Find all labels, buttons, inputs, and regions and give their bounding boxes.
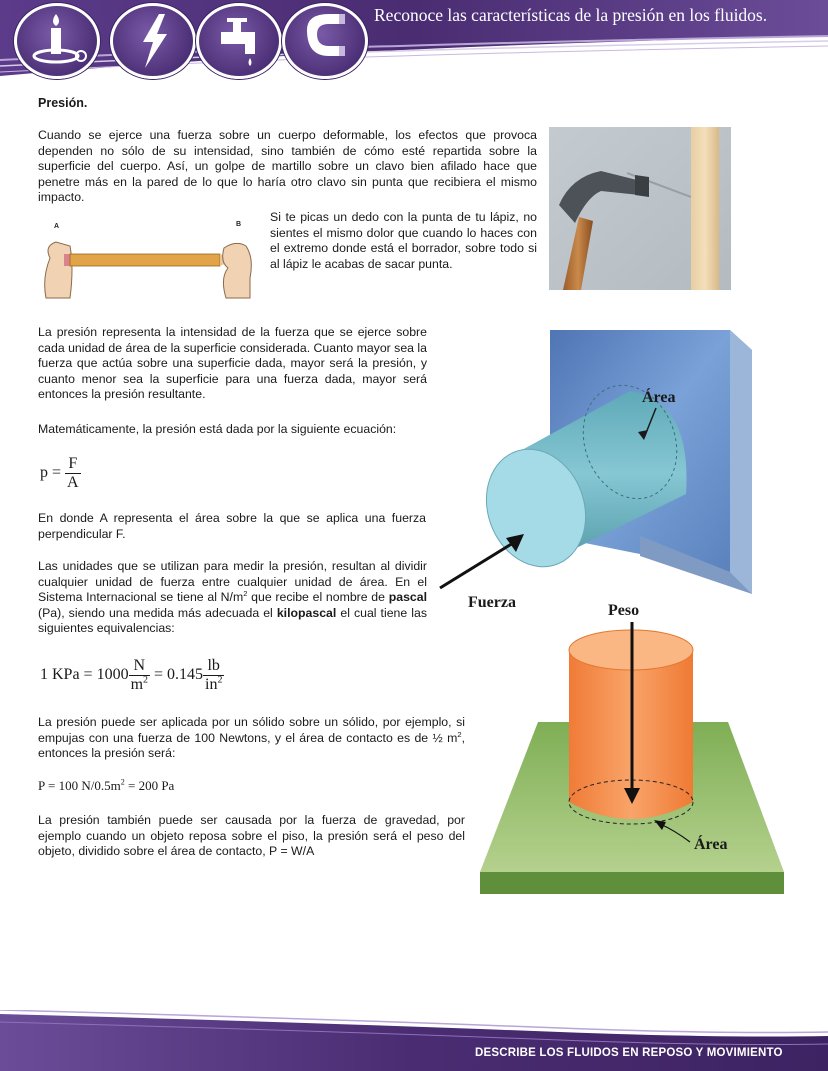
footer-band [0,1010,828,1071]
formula-lhs: p = [40,464,62,482]
faucet-icon [196,3,282,79]
kilopascal-equivalence: 1 KPa = 1000 $\frac{N}{m^2}$ = 0.145 $\frac{lb}{in^2}$ [40,657,223,693]
header-title: Reconoce las características de la presión en los fluidos. [374,5,768,25]
pressure-formula [40,455,81,492]
where-paragraph: En donde A representa el área sobre la que se aplica una fuerza perpendicular F. [38,511,426,541]
pressure-example: P = 100 $N/0.5m^2 = 200$ Pa [38,777,175,793]
formula-numerator: F [65,455,81,474]
units-paragraph: Las unidades que se utilizan para medir la presión, resultan al dividir cualquier unidad de fuerza entre cualquier unidad de área. En el Sistema Internacional se tiene al $N/m^2$ que recibe el nombre de pascal (Pa), siendo una medida más adecuada el kilopascal el cual tiene las siguientes equivalencias: [38,559,428,636]
intro-paragraph: Cuando se ejerce una fuerza sobre un cuerpo deformable, los efectos que provoca dependen no sólo de su intensidad, sino también de cómo esté repartida sobre la superficie del cuerpo. Así, un golpe de martillo sobre un clavo bien afilado hace que penetre más en la pared de lo que lo haría otro clavo sin punta que recibiera el mismo impacto. [38,128,537,205]
candle-icon [14,3,100,79]
magnet-icon [282,3,368,79]
hammer-nail-photo [549,127,731,290]
footer-text: DESCRIBE LOS FLUIDOS EN REPOSO Y MOVIMIENTO [475,1047,783,1059]
lightning-icon [110,3,196,79]
pencil-fingers-illustration [40,218,268,300]
section-heading: Presión. [38,96,88,110]
pencil-label-b: B [236,221,242,228]
wall-area-label: Área [642,389,676,406]
cylinder-floor-figure [478,598,788,898]
pencil-paragraph: Si te picas un dedo con la punta de tu lápiz, no sientes el mismo dolor que cuando lo haces con el extremo donde está el borrador, sobre todo si al lápiz le acabas de sacar punta. [270,210,537,271]
floor-area-label: Área [694,836,728,853]
kilopascal-term: kilopascal [276,605,337,620]
formula-denominator: A [67,474,79,491]
cylinder-wall-figure [430,326,820,616]
force-label: Fuerza [468,594,516,611]
weight-label: Peso [608,602,640,619]
pencil-label-a: A [54,223,60,230]
solid-paragraph: La presión puede ser aplicada por un sólido sobre un sólido, por ejemplo, si empujas con una fuerza de 100 Newtons, y el área de contacto es de ½ $m^2$, entonces la presión será: [38,715,465,761]
math-intro: Matemáticamente, la presión está dada por la siguiente ecuación: [38,422,397,436]
pascal-term: pascal [388,590,428,605]
gravity-paragraph: La presión también puede ser causada por la fuerza de gravedad, por ejemplo cuando un objeto reposa sobre el piso, la presión será el peso del objeto, dividido sobre el área de contacto, P = W/A [38,813,465,859]
definition-paragraph: La presión representa la intensidad de la fuerza que se ejerce sobre cada unidad de área de la superficie considerada. Cuanto mayor sea la fuerza que actúa sobre una superficie dada, mayor será la presión, y cuanto menor sea la superficie para una fuerza dada, mayor será entonces la presión resultante. [38,325,427,402]
